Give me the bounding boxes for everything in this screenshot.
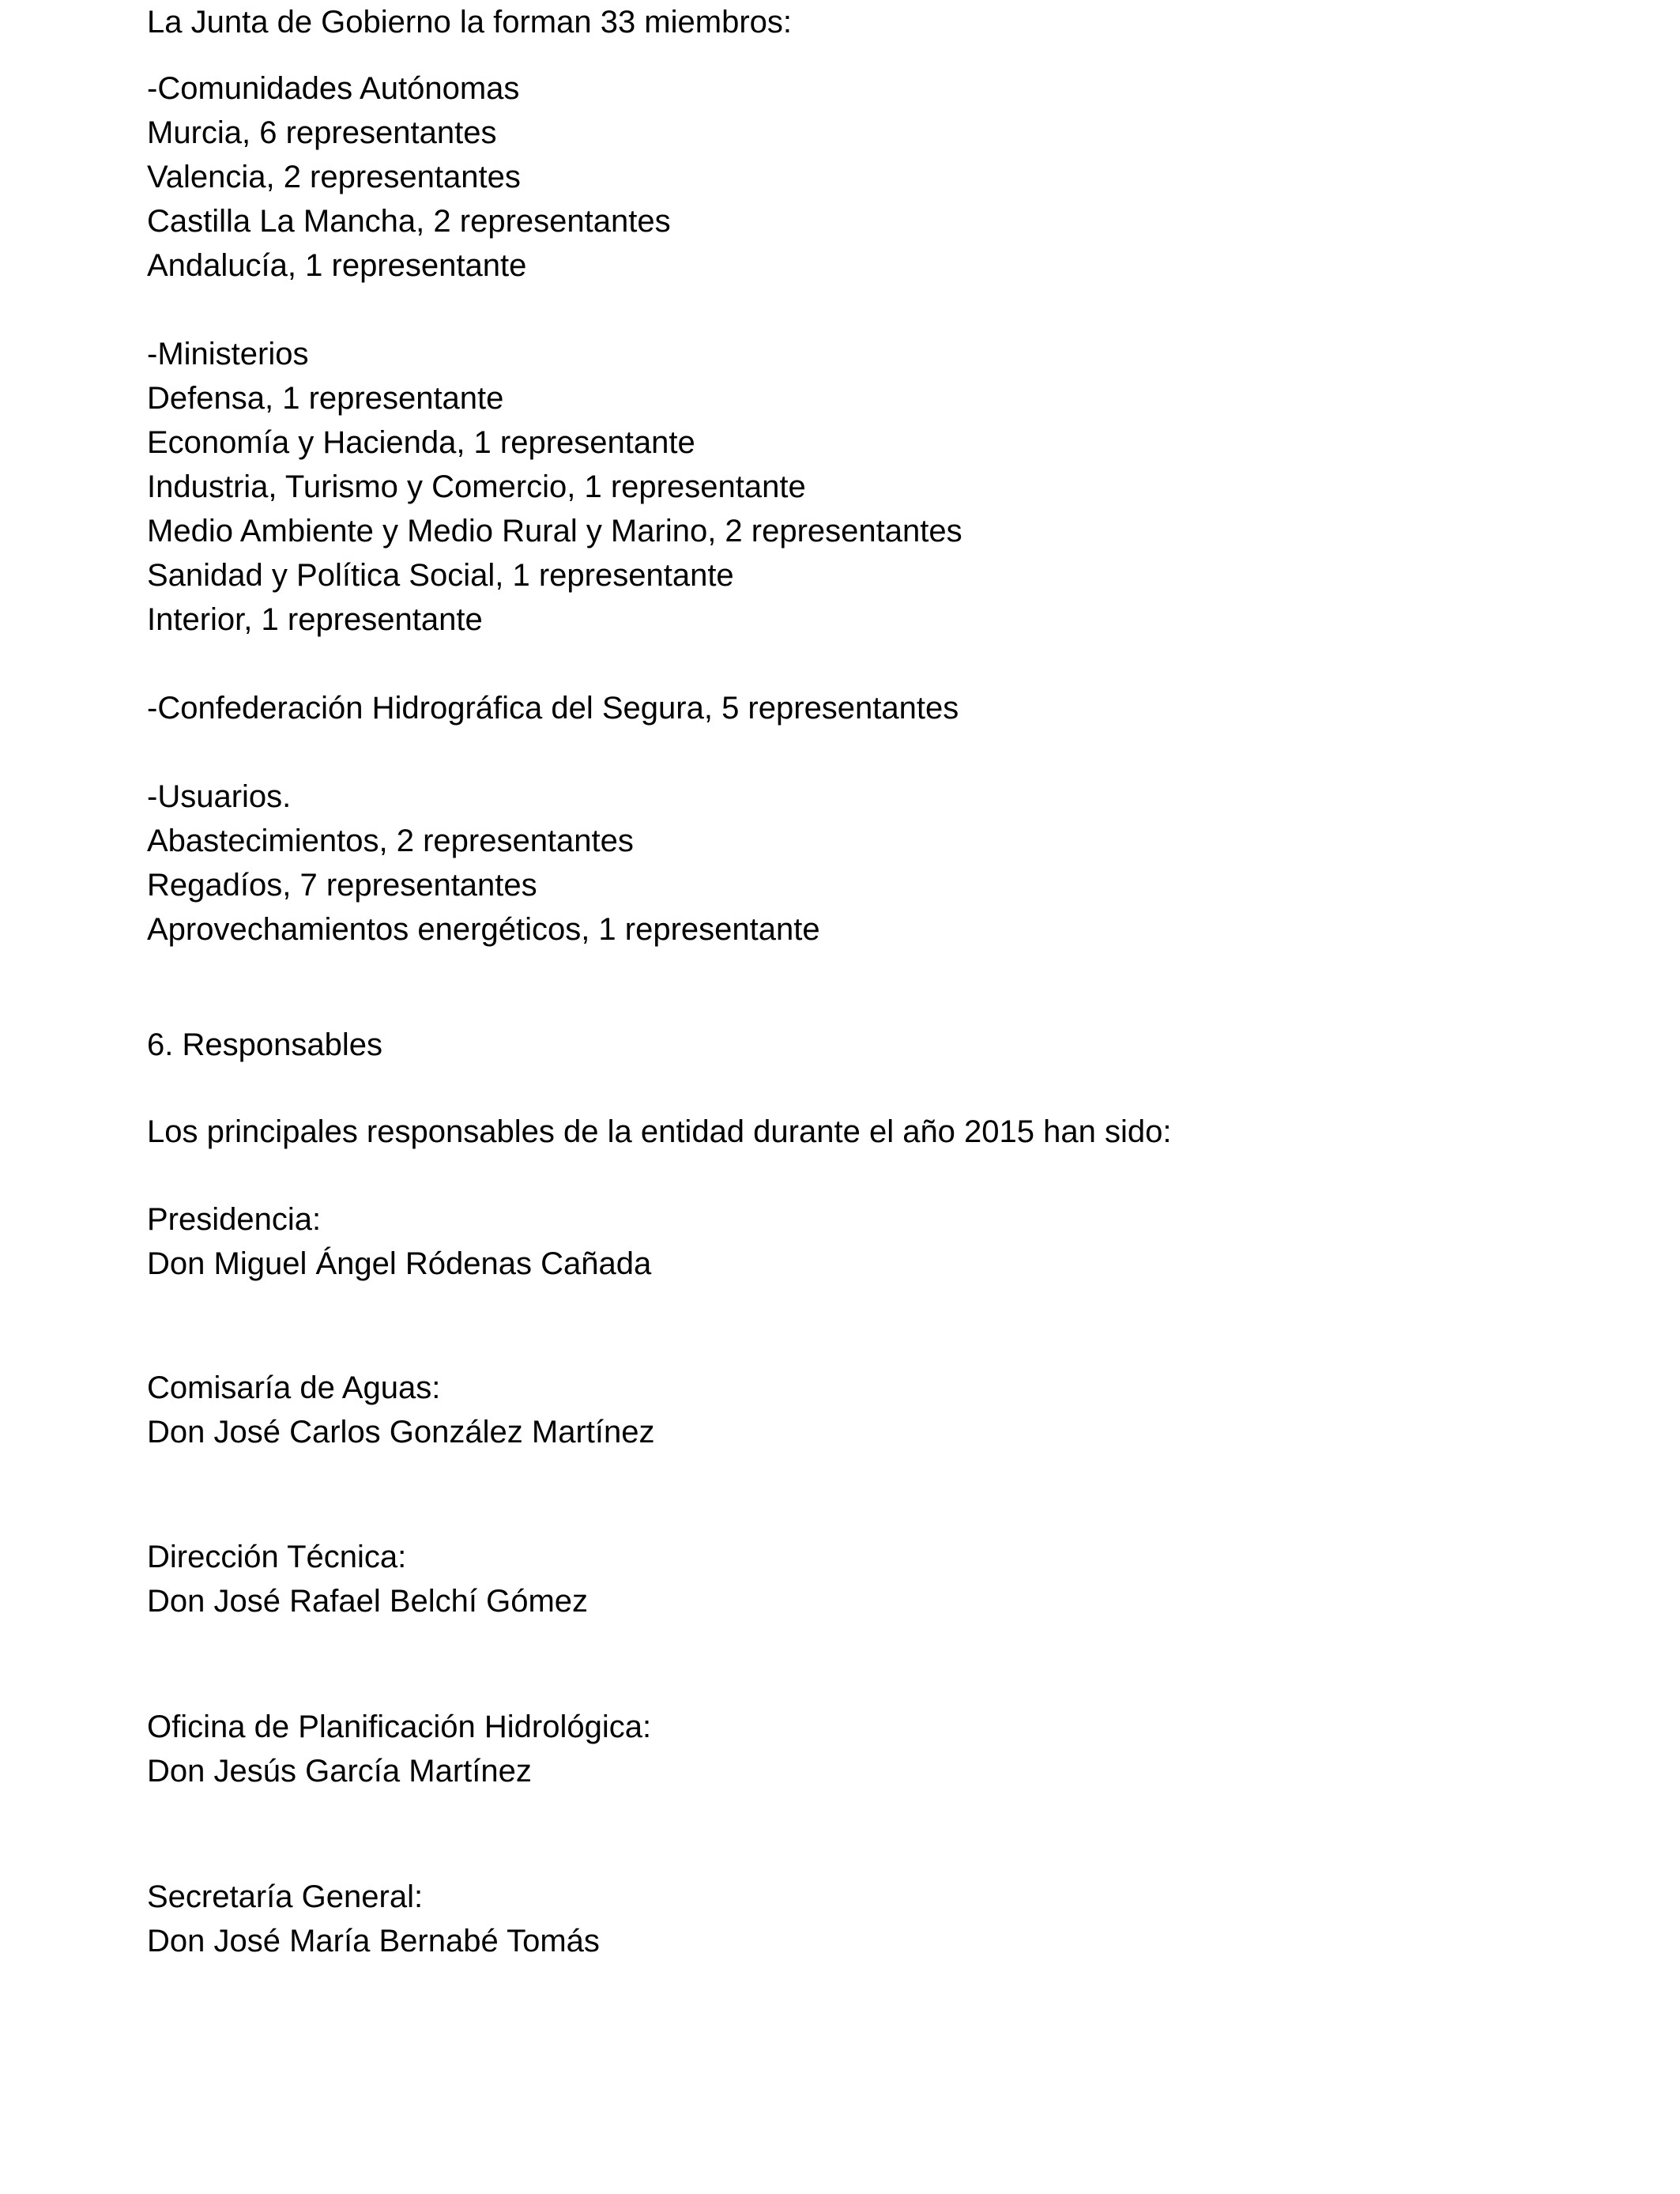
role-name-direccion: Don José Rafael Belchí Gómez (147, 1584, 589, 1619)
ministerios-item: Interior, 1 representante (147, 602, 483, 637)
role-name-presidencia: Don Miguel Ángel Ródenas Cañada (147, 1246, 652, 1281)
section-title: 6. Responsables (147, 1027, 382, 1062)
ministerios-item: Economía y Hacienda, 1 representante (147, 425, 695, 460)
intro-text: La Junta de Gobierno la forman 33 miembros: (147, 5, 792, 40)
role-title-presidencia: Presidencia: (147, 1202, 322, 1237)
usuarios-heading: -Usuarios. (147, 779, 292, 814)
comunidades-item: Valencia, 2 representantes (147, 160, 521, 194)
comunidades-item: Castilla La Mancha, 2 representantes (147, 204, 671, 239)
usuarios-item: Regadíos, 7 representantes (147, 868, 537, 903)
responsables-intro: Los principales responsables de la entidad durante el año 2015 han sido: (147, 1114, 1172, 1149)
usuarios-item: Aprovechamientos energéticos, 1 representante (147, 912, 820, 947)
role-title-direccion: Dirección Técnica: (147, 1540, 407, 1574)
role-name-comisaria: Don José Carlos González Martínez (147, 1415, 655, 1449)
role-name-secretaria: Don José María Bernabé Tomás (147, 1924, 600, 1958)
ministerios-heading: -Ministerios (147, 337, 309, 371)
role-name-oficina: Don Jesús García Martínez (147, 1754, 532, 1789)
ministerios-item: Defensa, 1 representante (147, 381, 504, 416)
role-title-secretaria: Secretaría General: (147, 1879, 424, 1914)
confederacion-heading: -Confederación Hidrográfica del Segura, 5 representantes (147, 691, 959, 726)
ministerios-item: Medio Ambiente y Medio Rural y Marino, 2 representantes (147, 514, 962, 548)
role-title-oficina: Oficina de Planificación Hidrológica: (147, 1710, 652, 1744)
role-title-comisaria: Comisaría de Aguas: (147, 1370, 441, 1405)
usuarios-item: Abastecimientos, 2 representantes (147, 824, 634, 858)
ministerios-item: Sanidad y Política Social, 1 representante (147, 558, 734, 593)
comunidades-item: Andalucía, 1 representante (147, 248, 527, 283)
ministerios-item: Industria, Turismo y Comercio, 1 representante (147, 469, 806, 504)
comunidades-heading: -Comunidades Autónomas (147, 71, 520, 106)
comunidades-item: Murcia, 6 representantes (147, 115, 497, 150)
